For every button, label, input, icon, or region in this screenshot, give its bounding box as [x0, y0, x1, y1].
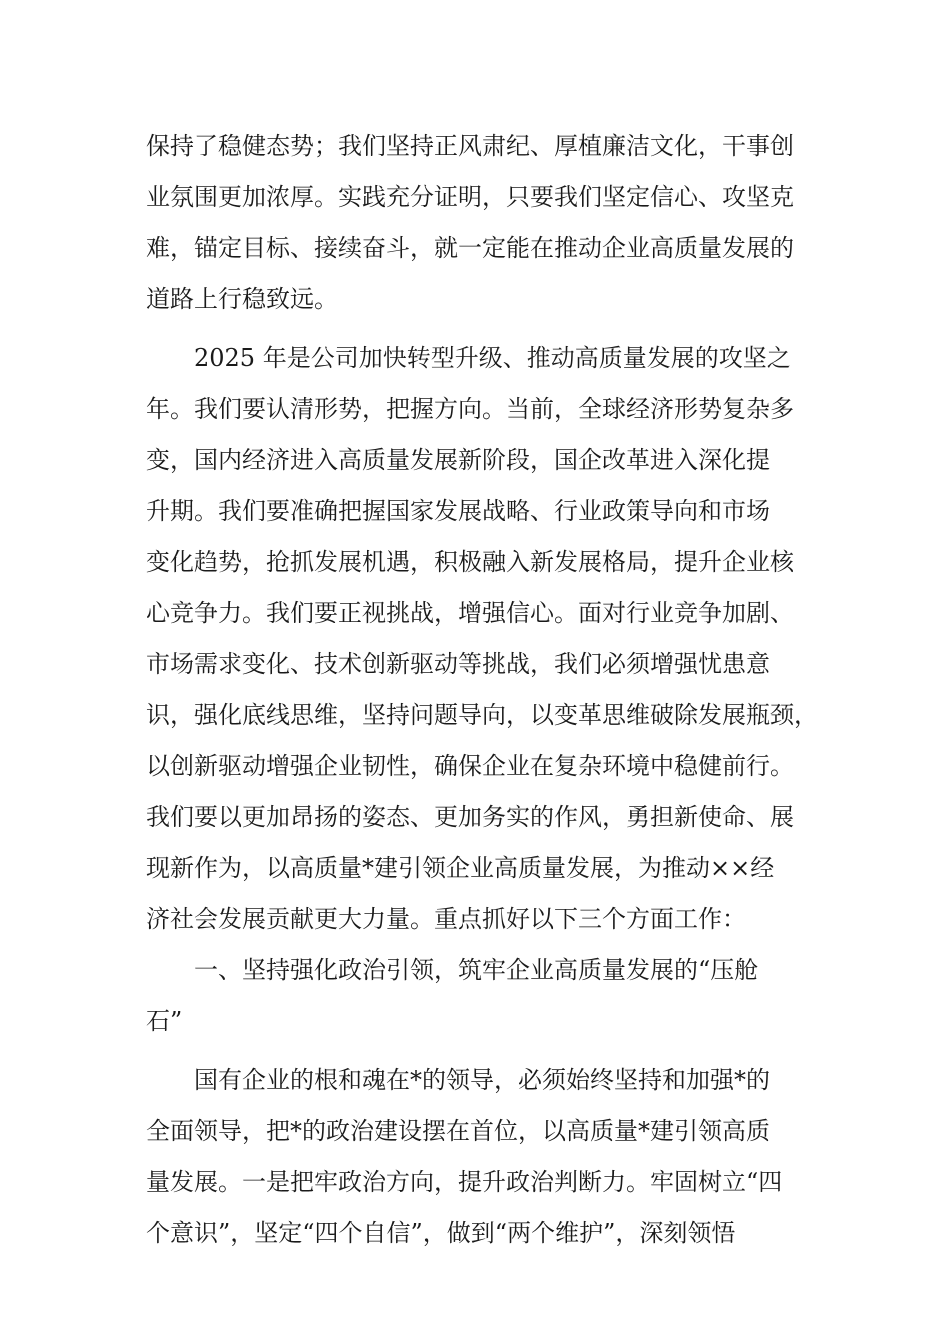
text-line: 业氛围更加浓厚。实践充分证明，只要我们坚定信心、攻坚克	[146, 183, 794, 211]
section-heading-continued: 石”	[146, 1007, 183, 1035]
text-line: 保持了稳健态势；我们坚持正风肃纪、厚植廉洁文化，干事创	[146, 132, 794, 160]
paragraph-first-line: 2025 年是公司加快转型升级、推动高质量发展的攻坚之	[194, 344, 791, 372]
text-line: 升期。我们要准确把握国家发展战略、行业政策导向和市场	[146, 497, 770, 525]
document-body	[146, 121, 818, 1259]
text-line: 全面领导，把*的政治建设摆在首位，以高质量*建引领高质	[146, 1117, 770, 1145]
text-line: 个意识”，坚定“四个自信”，做到“两个维护”，深刻领悟	[146, 1219, 736, 1247]
text-line: 年。我们要认清形势，把握方向。当前，全球经济形势复杂多	[146, 395, 794, 423]
section-heading: 一、坚持强化政治引领，筑牢企业高质量发展的“压舱	[194, 956, 759, 984]
text-line: 济社会发展贡献更大力量。重点抓好以下三个方面工作：	[146, 905, 746, 933]
text-line: 变化趋势，抢抓发展机遇，积极融入新发展格局，提升企业核	[146, 548, 794, 576]
text-line: 识，强化底线思维，坚持问题导向，以变革思维破除发展瓶颈，	[146, 701, 818, 729]
paragraph-first-line: 国有企业的根和魂在*的领导，必须始终坚持和加强*的	[194, 1066, 770, 1094]
text-line: 我们要以更加昂扬的姿态、更加务实的作风，勇担新使命、展	[146, 803, 794, 831]
text-line: 变，国内经济进入高质量发展新阶段，国企改革进入深化提	[146, 446, 770, 474]
text-line: 量发展。一是把牢政治方向，提升政治判断力。牢固树立“四	[146, 1168, 783, 1196]
text-line: 市场需求变化、技术创新驱动等挑战，我们必须增强忧患意	[146, 650, 770, 678]
text-line: 道路上行稳致远。	[146, 285, 338, 313]
text-line: 心竞争力。我们要正视挑战，增强信心。面对行业竞争加剧、	[146, 599, 794, 627]
text-line: 现新作为，以高质量*建引领企业高质量发展，为推动××经	[146, 854, 775, 882]
text-line: 难，锚定目标、接续奋斗，就一定能在推动企业高质量发展的	[146, 234, 794, 262]
text-line: 以创新驱动增强企业韧性，确保企业在复杂环境中稳健前行。	[146, 752, 794, 780]
